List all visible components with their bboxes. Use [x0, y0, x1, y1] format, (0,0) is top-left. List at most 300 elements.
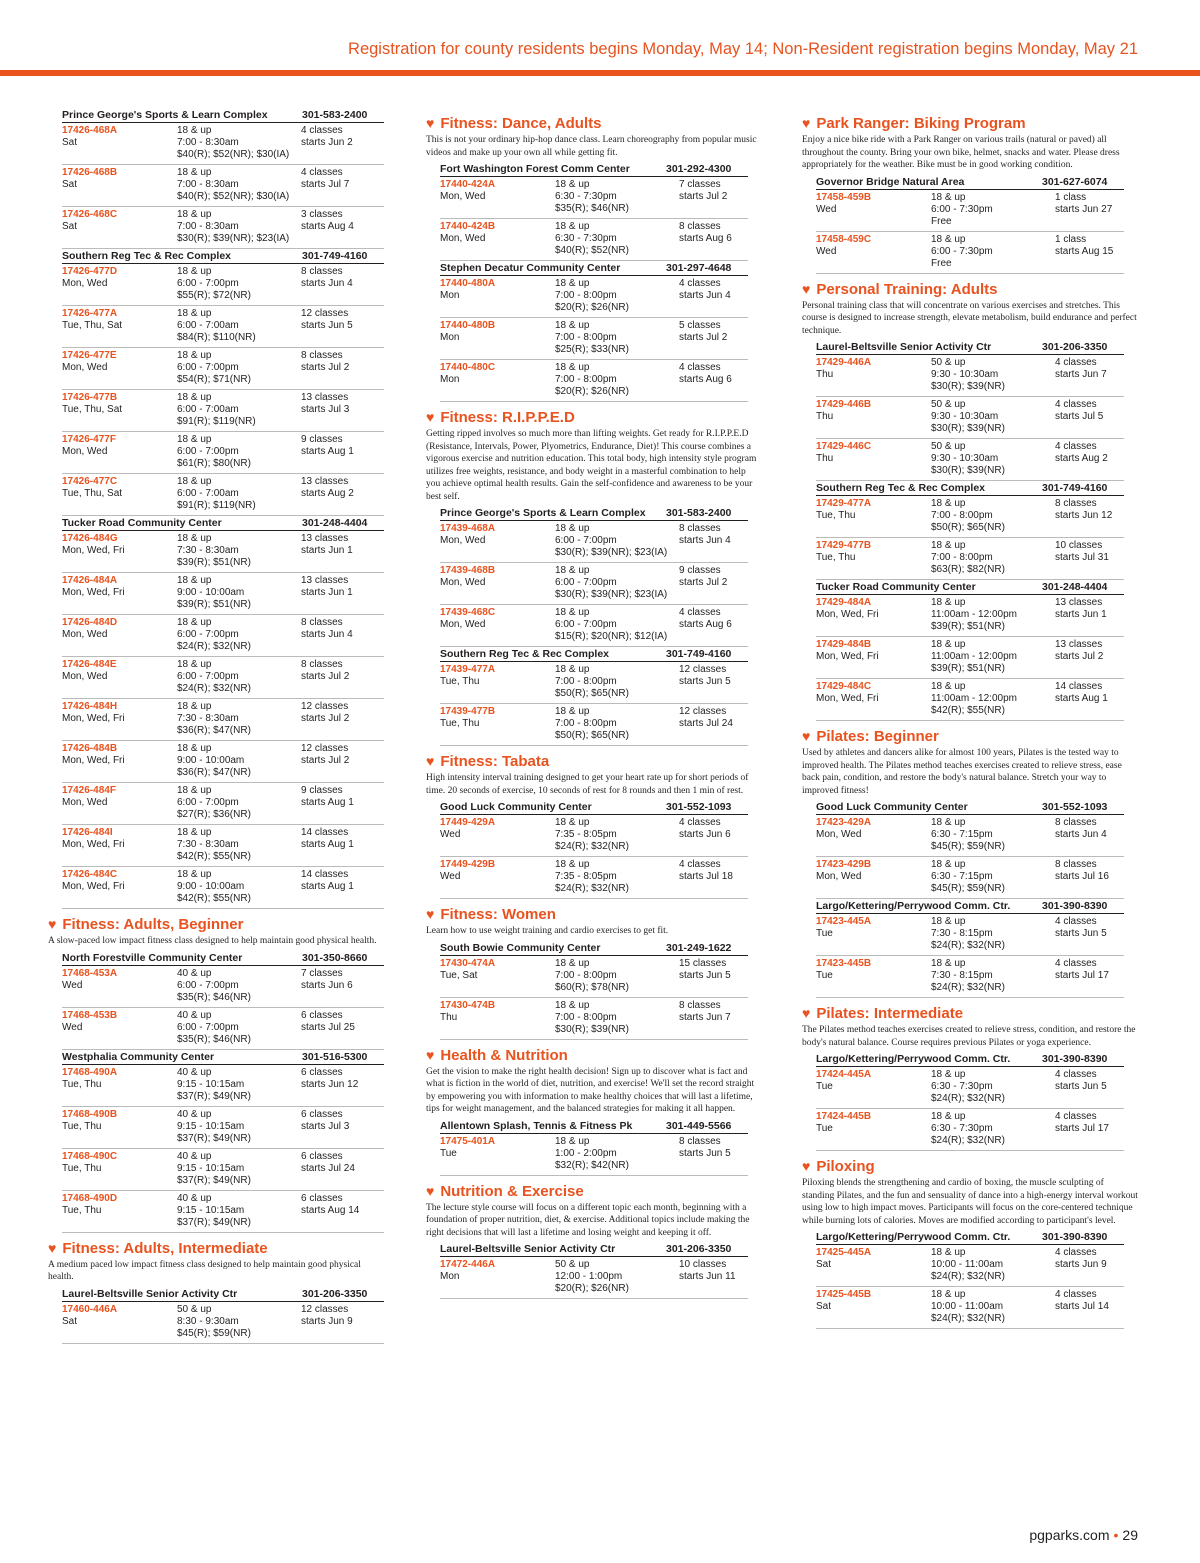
class-code[interactable]: 17424-445A — [816, 1069, 872, 1080]
class-count: 4 classes — [679, 278, 721, 289]
class-count: 4 classes — [679, 817, 721, 828]
class-code[interactable]: 17426-477E — [62, 350, 117, 361]
class-time: 7:00 - 8:00pm — [931, 552, 993, 563]
class-time: 6:00 - 7:00pm — [177, 629, 239, 640]
class-age: 18 & up — [931, 191, 966, 203]
class-spacer — [62, 332, 177, 344]
location-phone: 301-248-4404 — [1042, 581, 1108, 593]
heart-icon: ♥ — [802, 1158, 811, 1174]
class-start: starts Jul 2 — [301, 755, 350, 766]
class-spacer — [816, 381, 931, 393]
class-code[interactable]: 17440-480B — [440, 320, 496, 331]
location-phone: 301-350-8660 — [302, 951, 368, 964]
section-title — [426, 905, 748, 924]
class-count: 4 classes — [1055, 357, 1097, 368]
class-age: 50 & up — [555, 1259, 590, 1270]
class-start: starts Aug 6 — [679, 233, 732, 244]
class-code[interactable]: 17426-468A — [62, 125, 118, 136]
location-name: Good Luck Community Center — [440, 801, 592, 813]
class-code[interactable]: 17458-459B — [816, 191, 872, 203]
class-count: 1 class — [1055, 233, 1087, 245]
class-fee: $50(R); $65(NR) — [555, 688, 629, 699]
class-start: starts Jun 7 — [679, 1011, 731, 1023]
class-row — [816, 1245, 1124, 1287]
class-count: 13 classes — [301, 575, 349, 586]
class-start: starts Aug 1 — [301, 797, 354, 808]
class-start: starts Jun 4 — [679, 535, 731, 546]
class-start: starts Aug 6 — [679, 374, 732, 385]
class-spacer — [816, 1313, 931, 1325]
class-days: Tue, Thu, Sat — [62, 488, 123, 499]
class-spacer — [816, 522, 931, 534]
class-days: Wed — [440, 829, 461, 840]
class-age: 18 & up — [177, 167, 212, 178]
class-spacer — [62, 149, 177, 161]
class-code[interactable]: 17425-445B — [816, 1289, 872, 1300]
class-time: 6:00 - 7:00am — [177, 488, 239, 499]
class-code[interactable]: 17439-468B — [440, 565, 496, 576]
class-days: Wed — [62, 1021, 83, 1033]
class-fee: $42(R); $55(NR) — [177, 851, 251, 862]
class-start: starts Jun 12 — [301, 1078, 359, 1090]
class-code[interactable]: 17423-445A — [816, 916, 872, 927]
class-count: 4 classes — [1055, 1069, 1097, 1080]
class-age: 18 & up — [555, 278, 590, 289]
location-name: Largo/Kettering/Perrywood Comm. Ctr. — [816, 1053, 1011, 1065]
section-title — [48, 1239, 384, 1258]
class-row — [440, 177, 748, 219]
class-spacer — [62, 458, 177, 470]
section-title — [426, 1046, 748, 1065]
location-name: South Bowie Community Center — [440, 941, 601, 954]
program-section — [802, 1004, 1136, 1151]
class-start: starts Jul 2 — [679, 332, 728, 343]
section-title-text: Fitness: Adults, Intermediate — [62, 1239, 268, 1257]
location-name: Laurel-Beltsville Senior Activity Ctr — [440, 1243, 616, 1255]
class-days: Tue, Thu — [816, 552, 856, 563]
class-start: starts Jul 2 — [301, 671, 350, 682]
class-code[interactable]: 17458-459C — [816, 233, 872, 245]
heart-icon: ♥ — [802, 728, 811, 744]
class-time: 7:00 - 8:00pm — [555, 332, 617, 343]
class-count: 12 classes — [679, 664, 727, 675]
class-row — [816, 190, 1124, 232]
class-fee: $42(R); $55(NR) — [931, 705, 1005, 716]
class-start: starts Jun 4 — [679, 290, 731, 301]
class-code[interactable]: 17440-480C — [440, 362, 496, 373]
class-spacer — [62, 851, 177, 863]
location-name: North Forestville Community Center — [62, 951, 243, 964]
class-age: 18 & up — [555, 320, 590, 331]
class-row — [440, 857, 748, 899]
class-time: 7:00 - 8:00pm — [555, 374, 617, 385]
section-description: Piloxing blends the strengthening and cardio of boxing, the muscle sculpting of standing Pilates, and the fun and sensuality of dance into a high-energy interval workout using low to high impact moves. Participants will focus on the core-centered technique while burning lots of calories. Moves are modified according to participant's level. — [802, 1178, 1138, 1226]
class-code[interactable]: 17468-490D — [62, 1192, 118, 1204]
class-days: Sat — [816, 1301, 832, 1312]
class-spacer — [816, 423, 931, 435]
class-age: 18 & up — [177, 125, 212, 136]
class-age: 18 & up — [931, 639, 966, 650]
class-time: 7:35 - 8:05pm — [555, 871, 617, 882]
class-start: starts Jul 5 — [1055, 411, 1104, 422]
class-spacer — [62, 500, 177, 512]
class-code[interactable]: 17425-445A — [816, 1247, 872, 1258]
registration-banner: Registration for county residents begins Monday, May 14; Non-Resident registration begins Monday, May 21 — [348, 40, 1138, 58]
location-header — [816, 1052, 1124, 1067]
class-row — [816, 496, 1124, 538]
class-age: 18 & up — [177, 434, 212, 445]
class-code[interactable]: 17468-490B — [62, 1108, 118, 1120]
class-count: 4 classes — [1055, 441, 1097, 452]
class-count: 4 classes — [1055, 1289, 1097, 1300]
section-title-text: Personal Training: Adults — [816, 280, 998, 298]
class-age: 18 & up — [177, 533, 212, 544]
class-days: Thu — [816, 453, 834, 464]
class-days: Mon, Wed — [440, 233, 486, 244]
column-1 — [48, 108, 384, 1344]
class-start: starts Jul 17 — [1055, 1123, 1109, 1134]
class-spacer — [62, 290, 177, 302]
class-code[interactable]: 17440-424A — [440, 179, 496, 190]
class-row — [62, 306, 384, 348]
class-start: starts Aug 15 — [1055, 245, 1114, 257]
class-count: 8 classes — [679, 221, 721, 232]
section-description: A slow-paced low impact fitness class designed to help maintain good physical health. — [48, 936, 377, 946]
location-phone: 301-749-4160 — [1042, 482, 1108, 494]
class-age: 18 & up — [931, 859, 966, 870]
class-row — [440, 563, 748, 605]
class-start: starts Jul 3 — [301, 404, 350, 415]
section-description: Personal training class that will concentrate on various exercises and stretches. This course is designed to increase strength, elevate metabolism, build endurance and perfect technique. — [802, 300, 1137, 336]
class-fee: $91(R); $119(NR) — [177, 500, 256, 511]
heart-icon: ♥ — [426, 753, 435, 769]
class-fee: $30(R); $39(NR); $23(IA) — [177, 233, 290, 244]
class-code[interactable]: 17426-484H — [62, 701, 118, 712]
class-fee: $36(R); $47(NR) — [177, 725, 251, 736]
class-code[interactable]: 17426-484C — [62, 869, 118, 880]
class-spacer — [440, 547, 555, 559]
class-fee: $37(R); $49(NR) — [177, 1174, 251, 1186]
class-code[interactable]: 17423-429A — [816, 817, 872, 828]
section-title-text: Fitness: Tabata — [440, 753, 550, 770]
class-fee: $39(R); $51(NR) — [177, 557, 251, 568]
class-listing — [440, 1119, 748, 1176]
class-code[interactable]: 17439-468A — [440, 523, 496, 534]
class-code[interactable]: 17449-429B — [440, 859, 496, 870]
class-code[interactable]: 17468-490C — [62, 1150, 118, 1162]
class-code[interactable]: 17426-484A — [62, 575, 118, 586]
class-code[interactable]: 17429-477A — [816, 498, 872, 509]
class-code[interactable]: 17429-446B — [816, 399, 872, 410]
class-fee: $40(R); $52(NR); $30(IA) — [177, 191, 290, 202]
class-time: 9:15 - 10:15am — [177, 1162, 245, 1174]
class-time: 6:00 - 7:00pm — [177, 446, 239, 457]
class-time: 10:00 - 11:00am — [931, 1259, 1004, 1270]
class-fee: $54(R); $71(NR) — [177, 374, 251, 385]
class-spacer — [62, 1133, 177, 1145]
class-code[interactable]: 17423-445B — [816, 958, 872, 969]
class-row — [816, 1067, 1124, 1109]
location-phone: 301-206-3350 — [302, 1287, 368, 1300]
class-spacer — [816, 465, 931, 477]
class-code[interactable]: 17472-446A — [440, 1259, 496, 1270]
class-start: starts Jul 31 — [1055, 552, 1109, 563]
class-days: Sat — [62, 137, 78, 148]
class-row — [440, 318, 748, 360]
class-fee: $84(R); $110(NR) — [177, 332, 256, 343]
class-spacer — [440, 203, 555, 215]
class-age: 18 & up — [555, 664, 590, 675]
class-listing — [816, 1052, 1124, 1151]
class-count: 14 classes — [301, 827, 349, 838]
class-row — [816, 538, 1124, 580]
class-start: starts Jun 5 — [679, 676, 731, 687]
class-time: 7:30 - 8:30am — [177, 839, 239, 850]
class-time: 6:00 - 7:00pm — [177, 1021, 239, 1033]
class-spacer — [816, 216, 931, 228]
class-spacer — [62, 725, 177, 737]
location-name: Governor Bridge Natural Area — [816, 175, 965, 188]
class-time: 6:00 - 7:00pm — [555, 619, 617, 630]
class-time: 7:00 - 8:00pm — [555, 676, 617, 687]
class-row — [62, 123, 384, 165]
class-code[interactable]: 17426-477A — [62, 308, 118, 319]
class-spacer — [62, 767, 177, 779]
class-row — [62, 825, 384, 867]
page-footer — [1029, 1527, 1138, 1543]
section-title — [426, 1182, 748, 1201]
class-days: Mon, Wed — [440, 619, 486, 630]
class-fee: $61(R); $80(NR) — [177, 458, 251, 469]
class-days: Sat — [816, 1259, 832, 1270]
program-section — [426, 114, 757, 402]
class-time: 7:00 - 8:00pm — [931, 510, 993, 521]
class-code[interactable]: 17475-401A — [440, 1135, 496, 1147]
column-2 — [426, 108, 757, 1299]
page-number: 29 — [1122, 1527, 1138, 1543]
class-row — [62, 1107, 384, 1149]
class-days: Sat — [62, 179, 78, 190]
class-row — [816, 232, 1124, 274]
class-code[interactable]: 17449-429A — [440, 817, 496, 828]
class-fee: $40(R); $52(NR); $30(IA) — [177, 149, 290, 160]
class-code[interactable]: 17423-429B — [816, 859, 872, 870]
class-count: 8 classes — [1055, 859, 1097, 870]
location-phone: 301-749-4160 — [666, 648, 732, 660]
class-code[interactable]: 17429-477B — [816, 540, 872, 551]
class-time: 7:30 - 8:30am — [177, 713, 239, 724]
class-days: Mon, Wed, Fri — [62, 587, 125, 598]
location-header — [440, 647, 748, 662]
location-header — [816, 340, 1124, 355]
class-code[interactable]: 17426-484F — [62, 785, 116, 796]
class-age: 18 & up — [931, 597, 966, 608]
class-row — [816, 914, 1124, 956]
class-count: 4 classes — [679, 859, 721, 870]
class-start: starts Jul 3 — [301, 1120, 350, 1132]
footer-site[interactable]: pgparks.com — [1029, 1527, 1110, 1543]
section-description: This is not your ordinary hip-hop dance class. Learn choreography from popular music videos and make up your own all while getting fit. — [426, 135, 757, 158]
class-code[interactable]: 17429-446C — [816, 441, 872, 452]
class-row — [62, 741, 384, 783]
class-fee: $20(R); $26(NR) — [555, 302, 629, 313]
class-age: 18 & up — [931, 916, 966, 927]
class-fee: $30(R); $39(NR) — [931, 423, 1005, 434]
class-days: Tue, Sat — [440, 969, 478, 981]
class-days: Wed — [440, 871, 461, 882]
class-start: starts Jun 27 — [1055, 203, 1113, 215]
class-start: starts Aug 6 — [679, 619, 732, 630]
class-spacer — [62, 893, 177, 905]
heart-icon: ♥ — [426, 1182, 435, 1199]
section-title-text: Pilates: Intermediate — [816, 1005, 964, 1022]
class-code[interactable]: 17439-477B — [440, 706, 496, 717]
class-time: 11:00am - 12:00pm — [931, 609, 1017, 620]
class-fee: $15(R); $20(NR); $12(IA) — [555, 631, 668, 642]
class-row — [440, 998, 748, 1040]
class-age: 50 & up — [931, 441, 966, 452]
class-time: 11:00am - 12:00pm — [931, 651, 1017, 662]
class-count: 12 classes — [301, 308, 349, 319]
class-row — [62, 783, 384, 825]
class-count: 1 class — [1055, 191, 1087, 203]
class-start: starts Jul 2 — [301, 362, 350, 373]
class-count: 8 classes — [679, 999, 721, 1011]
class-time: 9:30 - 10:30am — [931, 369, 999, 380]
class-code[interactable]: 17468-490A — [62, 1066, 118, 1078]
class-code[interactable]: 17429-484B — [816, 639, 872, 650]
location-header — [440, 1242, 748, 1257]
class-spacer — [440, 245, 555, 257]
class-row — [440, 1257, 748, 1299]
class-fee: $24(R); $32(NR) — [931, 940, 1005, 951]
location-header — [440, 800, 748, 815]
class-age: 18 & up — [177, 308, 212, 319]
class-count: 9 classes — [679, 565, 721, 576]
class-fee: $25(R); $33(NR) — [555, 344, 629, 355]
class-row — [62, 1065, 384, 1107]
class-code[interactable]: 17424-445B — [816, 1111, 872, 1122]
class-code[interactable]: 17426-477F — [62, 434, 116, 445]
class-fee: $37(R); $49(NR) — [177, 1132, 251, 1144]
section-description: Learn how to use weight training and cardio exercises to get fit. — [426, 926, 669, 936]
class-count: 9 classes — [301, 434, 343, 445]
class-days: Mon, Wed — [62, 446, 108, 457]
section-title-text: Health & Nutrition — [440, 1046, 568, 1064]
class-code[interactable]: 17429-484A — [816, 597, 872, 608]
class-fee: $37(R); $49(NR) — [177, 1216, 251, 1228]
class-code[interactable]: 17468-453A — [62, 967, 118, 979]
class-code[interactable]: 17468-453B — [62, 1009, 118, 1021]
class-code[interactable]: 17426-484G — [62, 533, 118, 544]
class-spacer — [440, 730, 555, 742]
class-code[interactable]: 17426-477B — [62, 392, 118, 403]
location-phone: 301-292-4300 — [666, 163, 732, 175]
class-count: 8 classes — [679, 1135, 721, 1147]
class-row — [816, 815, 1124, 857]
heart-icon: ♥ — [426, 1046, 435, 1063]
class-fee: $39(R); $51(NR) — [931, 621, 1005, 632]
location-name: Largo/Kettering/Perrywood Comm. Ctr. — [816, 1231, 1011, 1243]
location-phone: 301-390-8390 — [1042, 1053, 1108, 1065]
class-code[interactable]: 17430-474A — [440, 957, 496, 969]
class-age: 18 & up — [931, 233, 966, 245]
class-code[interactable]: 17439-468C — [440, 607, 496, 618]
class-code[interactable]: 17429-484C — [816, 681, 872, 692]
class-spacer — [816, 1271, 931, 1283]
location-phone: 301-390-8390 — [1042, 1231, 1108, 1243]
section-description: The Pilates method teaches exercises created to relieve stress, condition, and restore the body's natural balance. Course requires previous Pilates or yoga experience. — [802, 1025, 1136, 1048]
class-code[interactable]: 17429-446A — [816, 357, 872, 368]
class-start: starts Jun 5 — [679, 969, 731, 981]
class-age: 18 & up — [931, 540, 966, 551]
class-code[interactable]: 17426-484E — [62, 659, 117, 670]
class-days: Mon, Wed, Fri — [62, 545, 125, 556]
class-age: 50 & up — [931, 399, 966, 410]
class-code[interactable]: 17426-468B — [62, 167, 118, 178]
class-fee: $24(R); $32(NR) — [177, 641, 251, 652]
class-count: 4 classes — [679, 607, 721, 618]
program-section — [426, 1046, 755, 1176]
section-title — [802, 1157, 1124, 1176]
class-spacer — [62, 557, 177, 569]
class-fee: $45(R); $59(NR) — [931, 841, 1005, 852]
location-header — [440, 1119, 748, 1134]
class-code[interactable]: 17426-468C — [62, 209, 118, 220]
class-days: Tue, Thu — [440, 718, 480, 729]
class-fee: $24(R); $32(NR) — [931, 1135, 1005, 1146]
class-code[interactable]: 17426-484B — [62, 743, 118, 754]
class-count: 7 classes — [679, 179, 721, 190]
class-count: 4 classes — [301, 125, 343, 136]
class-count: 4 classes — [1055, 399, 1097, 410]
class-code[interactable]: 17426-477D — [62, 266, 118, 277]
heart-icon: ♥ — [426, 115, 435, 131]
class-age: 18 & up — [931, 681, 966, 692]
class-time: 7:30 - 8:15pm — [931, 928, 993, 939]
class-spacer — [62, 641, 177, 653]
section-description: The lecture style course will focus on a different topic each month, beginning with a foundation of proper nutrition, diet, & exercise. Additional topics include making the right decisions that will last a lifetime and losing weight and keeping it off. — [426, 1202, 750, 1238]
class-code[interactable]: 17430-474B — [440, 999, 496, 1011]
class-code[interactable]: 17440-480A — [440, 278, 496, 289]
class-code[interactable]: 17460-446A — [62, 1303, 118, 1315]
class-days: Mon — [440, 332, 460, 343]
class-age: 18 & up — [555, 565, 590, 576]
class-code[interactable]: 17439-477A — [440, 664, 496, 675]
class-count: 12 classes — [301, 743, 349, 754]
class-spacer — [816, 705, 931, 717]
class-listing — [62, 108, 384, 909]
location-header — [62, 516, 384, 531]
class-code[interactable]: 17426-484I — [62, 827, 113, 838]
class-age: 18 & up — [555, 179, 590, 190]
class-code[interactable]: 17426-477C — [62, 476, 118, 487]
class-count: 14 classes — [1055, 681, 1103, 692]
class-row — [62, 207, 384, 249]
class-code[interactable]: 17440-424B — [440, 221, 496, 232]
class-time: 9:00 - 10:00am — [177, 587, 245, 598]
location-phone: 301-516-5300 — [302, 1050, 368, 1063]
location-name: Tucker Road Community Center — [816, 581, 976, 593]
class-listing — [440, 162, 748, 402]
class-row — [440, 815, 748, 857]
class-row — [62, 1302, 384, 1344]
class-age: 18 & up — [177, 869, 212, 880]
class-age: 18 & up — [555, 999, 590, 1011]
location-phone: 301-749-4160 — [302, 250, 368, 262]
class-start: starts Jul 2 — [1055, 651, 1104, 662]
class-code[interactable]: 17426-484D — [62, 617, 118, 628]
